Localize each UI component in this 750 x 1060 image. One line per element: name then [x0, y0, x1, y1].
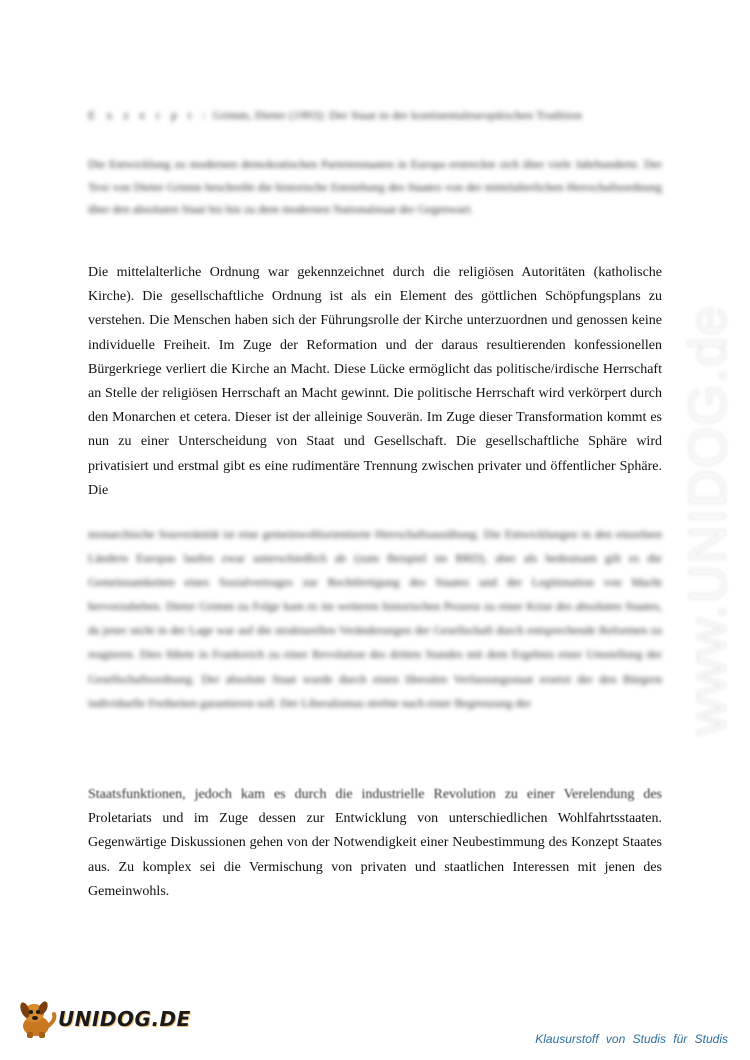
excerpt-title — [88, 108, 668, 123]
watermark: www.UNIDOG.de — [679, 304, 737, 735]
body-paragraph-blurred: monarchische Souveränität ist eine gemeinwohlorientierte Herrschaftsausübung. Die Entwicklungen in den einzelnen Ländern Europas laufen zwar unterschiedlich ab (zum Beispiel im BRD), aber als bedeutsam gilt es die Gemeinsamkeiten eines Sozialvertrages zur Rechtfertigung des Staates und der Legitimation von Macht hervorzuheben. Dieter Grimm zu Folge kam es im weiteren historischen Prozess zu einer Krise des absoluten Staates, da jener nicht in der Lage war auf die strukturellen Veränderungen der Gesellschaft durch entsprechende Reformen zu reagieren. Dies führte in Frankreich zu einer Revolution des dritten Standes mit dem Ergebnis einer Umstellung der Gesellschaftsordnung. Der absolute Staat wurde durch einen liberalen Verfassungsstaat ersetzt der den Bürgern individuelle Freiheiten garantieren soll. Der Liberalismus strebte nach einer Begrenzung der — [88, 527, 662, 710]
footer-tagline: Klausurstoff von Studis für Studis — [535, 1032, 728, 1046]
body-conclusion-text: Proletariats und im Zuge dessen zur Entwicklung von unterschiedlichen Wohlfahrtsstaaten. Gegenwärtige Diskussionen gehen von der Notwendigkeit einer Neubestimmung des Konzept Staates aus. Zu komplex sei die Vermischung von privaten und staatlichen Interessen mit jenen des Gemeinwohls. — [88, 811, 662, 899]
logo-text: UNIDOG.DE — [58, 1007, 191, 1031]
excerpt-title-lead: E x z e r p t : — [88, 108, 210, 122]
unidog-logo — [14, 992, 191, 1044]
body-partial-line: Staatsfunktionen, jedoch kam es durch die industrielle Revolution zu einer Verelendung des — [88, 787, 662, 802]
dog-mascot-icon — [14, 996, 58, 1040]
body-paragraph-conclusion — [88, 783, 662, 904]
excerpt-title-citation: Grimm, Dieter (1993): Der Staat in der kontinentaleuropäischen Tradition — [212, 108, 583, 122]
intro-paragraph: Die Entwicklung zu modernen demokratischen Parteienstaaten in Europa erstreckte sich über viele Jahrhunderte. Der Text von Dieter Grimm beschreibt die historische Entstehung des Staates von der mittelalterlichen Herrschaftsordnung über den absoluten Staat bis hin zu dem modernen Nationalstaat der Gegenwart. — [88, 157, 662, 217]
body-paragraph-visible: Die mittelalterliche Ordnung war gekennzeichnet durch die religiösen Autoritäten (katholische Kirche). Die gesellschaftliche Ordnung ist als ein Element des göttlichen Schöpfungsplans zu verstehen. Die Menschen haben sich der Führungsrolle der Kirche unterzuordnen und genossen keine individuelle Freiheit. Im Zuge der Reformation und der daraus resultierenden konfessionellen Bürgerkriege verliert die Kirche an Macht. Diese Lücke ermöglicht das politische/irdische Herrschaft an Stelle der religiösen Herrschaft an Macht gewinnt. Die politische Herrschaft wird verkörpert durch den Monarchen et cetera. Dieser ist der alleinige Souverän. Im Zuge dieser Transformation kommt es nun zu einer Unterscheidung von Staat und Gesellschaft. Die gesellschaftliche Sphäre wird privatisiert und erstmal gibt es eine rudimentäre Trennung zwischen privater und öffentlicher Sphäre. Die — [88, 265, 662, 498]
